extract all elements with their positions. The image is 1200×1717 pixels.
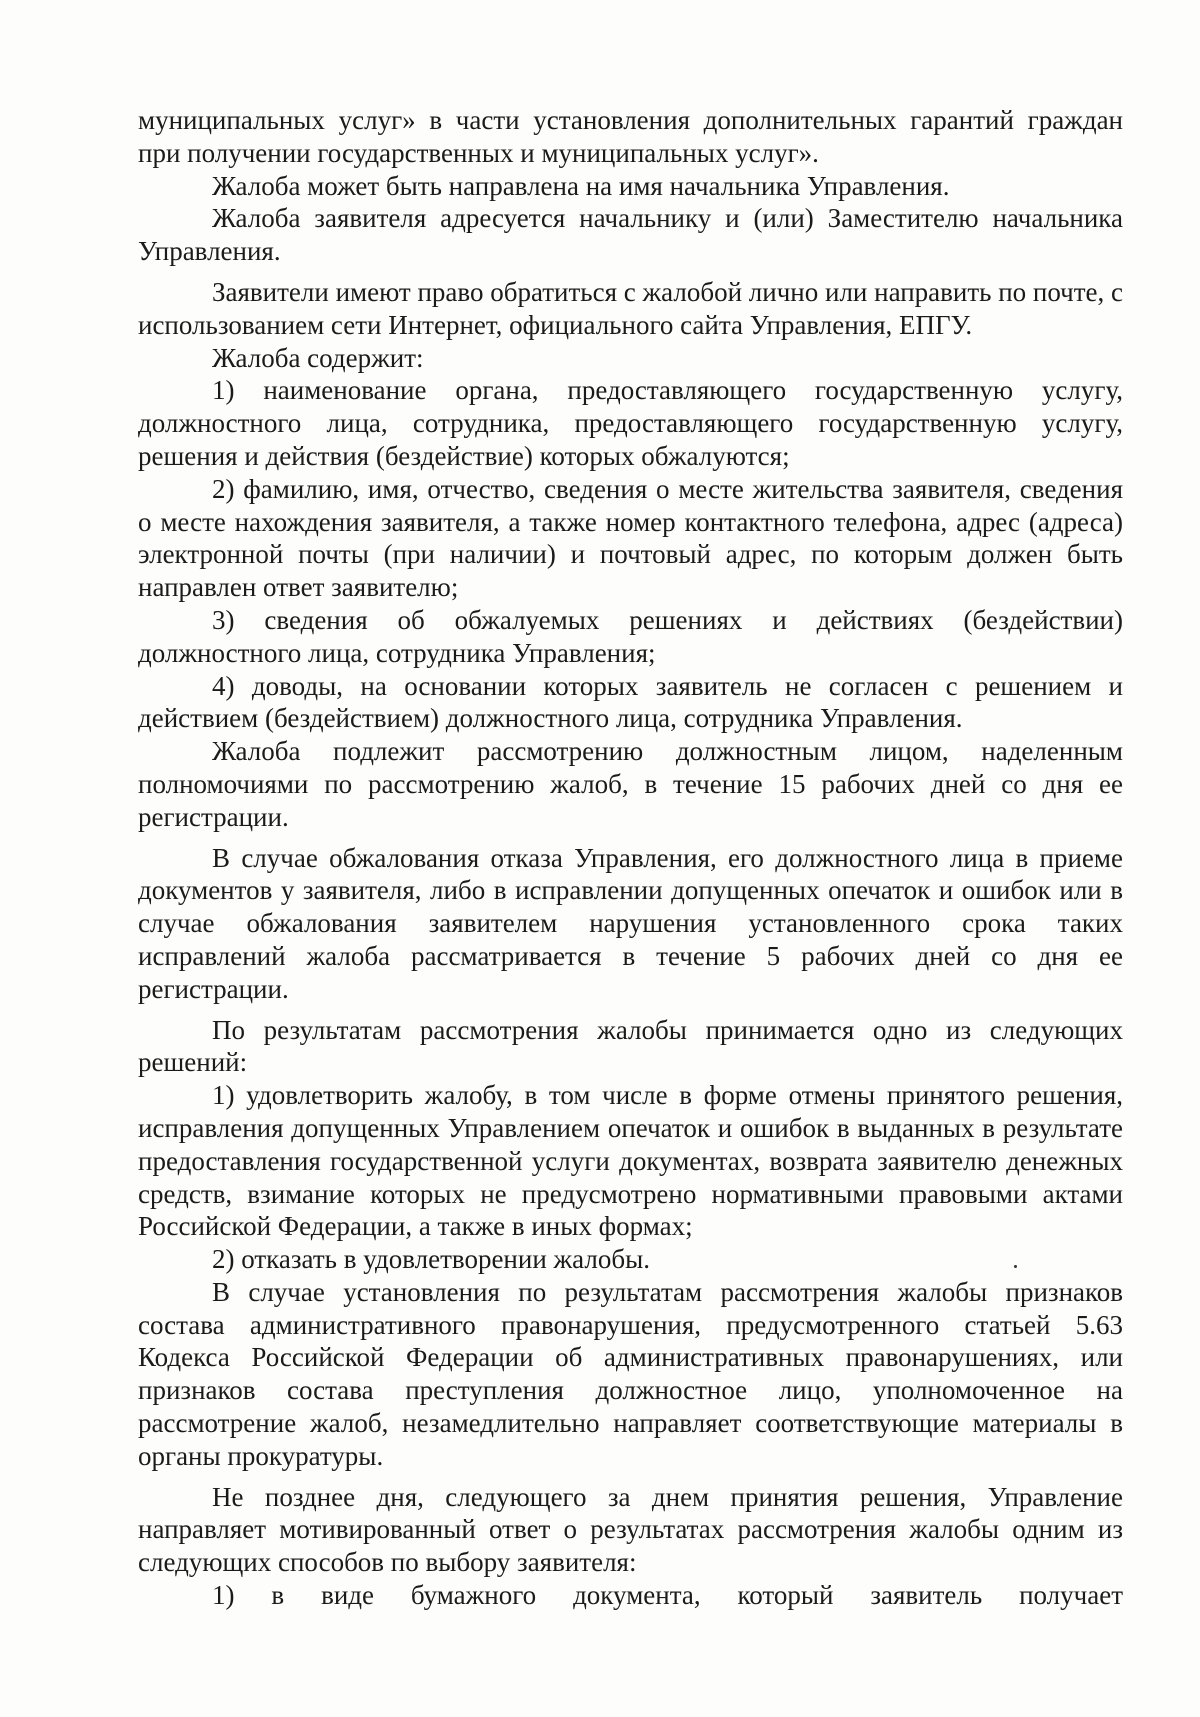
decision-item-2: 2) отказать в удовлетворении жалобы.: [212, 1244, 650, 1275]
paragraph-review-term: Жалоба подлежит рассмотрению должностным лицом, наделенным полномочиями по рассмотрению жалоб, в течение 15 рабочих дней со дня ее регистрации.: [138, 736, 1123, 832]
paragraph-continuation: муниципальных услуг» в части установления дополнительных гарантий граждан при получении государственных и муниципальных услуг».: [138, 105, 1123, 168]
paragraph-refusal-appeal: В случае обжалования отказа Управления, его должностного лица в приеме документов у заявителя, либо в исправлении допущенных опечаток и ошибок или в случае обжалования заявителем нарушения установленного срока таких исправлений жалоба рассматривается в течение 5 рабочих дней со дня ее регистрации.: [138, 842, 1123, 1004]
list-item-3: 3) сведения об обжалуемых решениях и действиях (бездействии) должностного лица, сотрудника Управления;: [138, 604, 1123, 668]
list-item-1: 1) наименование органа, предоставляющего государственную услугу, должностного лица, сотрудника, предоставляющего государственную услугу, решения и действия (бездействие) которых обжалуются;: [138, 375, 1123, 471]
document-body: [138, 104, 1123, 1612]
paragraph-complaint-addressed: Жалоба заявителя адресуется начальнику и (или) Заместителю начальника Управления.: [138, 203, 1123, 267]
list-item-4: 4) доводы, на основании которых заявитель не согласен с решением и действием (бездействием) должностного лица, сотрудника Управления.: [138, 670, 1123, 734]
decision-item-1: 1) удовлетворить жалобу, в том числе в форме отмены принятого решения, исправления допущенных Управлением опечаток и ошибок в выданных в результате предоставления государственной услуги документах, возврата заявителю денежных средств, взимание которых не предусмотрено нормативными правовыми актами Российской Федерации, а также в иных формах;: [138, 1080, 1123, 1242]
list-item-2: 2) фамилию, имя, отчество, сведения о месте жительства заявителя, сведения о месте нахождения заявителя, а также номер контактного телефона, адрес (адреса) электронной почты (при наличии) и почтовый адрес, по которым должен быть направлен ответ заявителю;: [138, 473, 1123, 603]
paragraph-decisions: По результатам рассмотрения жалобы принимается одно из следующих решений:: [138, 1014, 1123, 1078]
paragraph-complaint-addressee: Жалоба может быть направлена на имя начальника Управления.: [212, 170, 950, 201]
paragraph-complaint-contents: Жалоба содержит:: [212, 342, 424, 373]
paragraph-submission-channels: Заявители имеют право обратиться с жалобой лично или направить по почте, с использованием сети Интернет, официального сайта Управления, ЕПГУ.: [138, 276, 1123, 340]
response-item-1: 1) в виде бумажного документа, который заявитель получает: [212, 1580, 1123, 1611]
paragraph-prosecution: В случае установления по результатам рассмотрения жалобы признаков состава административного правонарушения, предусмотренного статьей 5.63 Кодекса Российской Федерации об административных правонарушениях, или признаков состава преступления должностное лицо, уполномоченное на рассмотрение жалоб, незамедлительно направляет соответствующие материалы в органы прокуратуры.: [138, 1276, 1123, 1471]
scan-speck: [1014, 1265, 1017, 1268]
paragraph-response: Не позднее дня, следующего за днем принятия решения, Управление направляет мотивированный ответ о результатах рассмотрения жалобы одним из следующих способов по выбору заявителя:: [138, 1481, 1123, 1578]
